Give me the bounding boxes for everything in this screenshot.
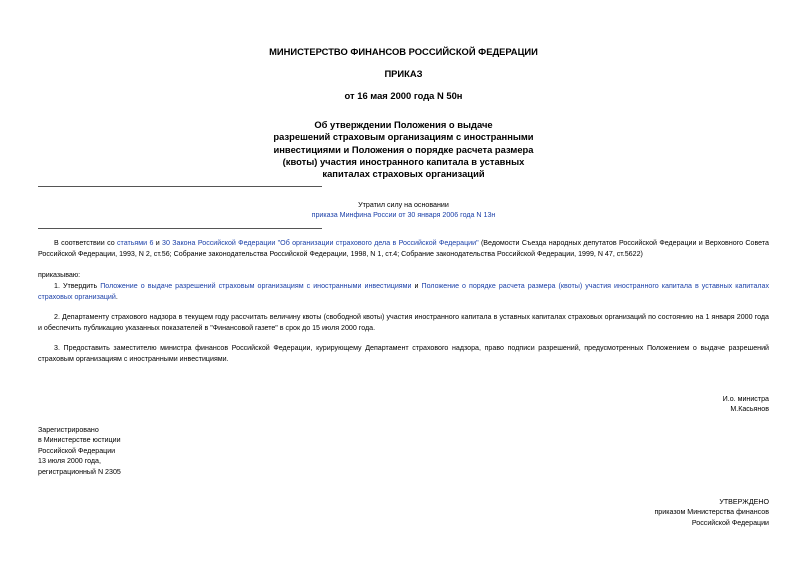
title-line: инвестициями и Положения о порядке расчета размера <box>273 143 534 155</box>
link-quota-regulation[interactable]: Положение о порядке расчета размера (квоты) участия иностранного капитала в уставных капиталах страховых организаций <box>38 282 770 301</box>
document-title <box>0 119 807 180</box>
signature-block <box>723 394 769 415</box>
title-line: Об утверждении Положения о выдаче <box>314 119 493 130</box>
link-law-art-30[interactable]: 30 Закона Российской Федерации "Об организации страхового дела в Российской Федерации" <box>162 239 479 247</box>
ministry-heading: МИНИСТЕРСТВО ФИНАНСОВ РОССИЙСКОЙ ФЕДЕРАЦИИ <box>269 46 538 57</box>
approved-line: приказом Министерства финансов <box>654 508 769 517</box>
preamble-and: и <box>153 239 163 247</box>
link-articles-6[interactable]: статьями 6 <box>116 239 154 247</box>
registration-line: Зарегистрировано <box>38 426 99 434</box>
status-note <box>0 200 807 221</box>
order-word: приказываю: <box>38 271 81 279</box>
order-item-1 <box>38 281 769 302</box>
item1-and: и <box>411 282 422 290</box>
title-line: (квоты) участия иностранного капитала в уставных <box>282 155 525 167</box>
approved-block <box>654 497 769 528</box>
registration-line: в Министерстве юстиции <box>38 436 121 445</box>
registration-line: регистрационный N 2305 <box>38 467 121 476</box>
status-note-text: Утратил силу на основании <box>358 201 449 209</box>
registration-block <box>38 425 121 477</box>
document-date-number: от 16 мая 2000 года N 50н <box>344 90 463 101</box>
document-type: ПРИКАЗ <box>384 68 423 79</box>
registration-line: Российской Федерации <box>38 446 116 455</box>
signature-name: М.Касьянов <box>730 405 769 414</box>
status-note-link[interactable]: приказа Минфина России от 30 января 2006 года N 13н <box>311 211 496 220</box>
preamble-prefix: В соответствии со <box>54 239 117 247</box>
order-item-3: 3. Предоставить заместителю министра финансов Российской Федерации, курирующему Департамент страхового надзора, право подписи разрешений, предусмотренных Положением о выдаче разрешений страховым организациям с иностранными инвестициями. <box>38 344 769 363</box>
item1-prefix: 1. Утвердить <box>54 282 101 290</box>
signature-position: И.о. министра <box>722 395 769 403</box>
link-permits-regulation[interactable]: Положение о выдаче разрешений страховым организациям с иностранными инвестициями <box>100 282 412 290</box>
divider-top <box>38 186 322 187</box>
preamble-suffix: (Ведомости Съезда народных депутатов Российской Федерации и Верховного Совета Российской Федерации, 1993, N 2, ст.56; Собрание законодательства Российской Федерации, 1998, N 1, ст.4; Собрание законодательства Российской Федерации, 1999, N 47, ст.5622) <box>38 239 769 258</box>
item1-end: . <box>115 292 118 301</box>
registration-line: 13 июля 2000 года, <box>38 457 101 466</box>
preamble-paragraph <box>38 238 769 259</box>
title-line: капиталах страховых организаций <box>322 168 485 180</box>
approved-line: Российской Федерации <box>691 518 769 527</box>
title-line: разрешений страховым организациям с иностранными <box>273 131 534 143</box>
divider-bottom <box>38 228 322 229</box>
approved-line: УТВЕРЖДЕНО <box>719 498 769 506</box>
order-item-2: 2. Департаменту страхового надзора в текущем году рассчитать величину квоты (свободной квоты) участия иностранного капитала в уставных капиталах страховых организаций по состоянию на 1 января 2000 года и обеспечить публикацию указанных показателей в "Финансовой газете" в срок до 15 июля 2000 года. <box>38 313 769 332</box>
